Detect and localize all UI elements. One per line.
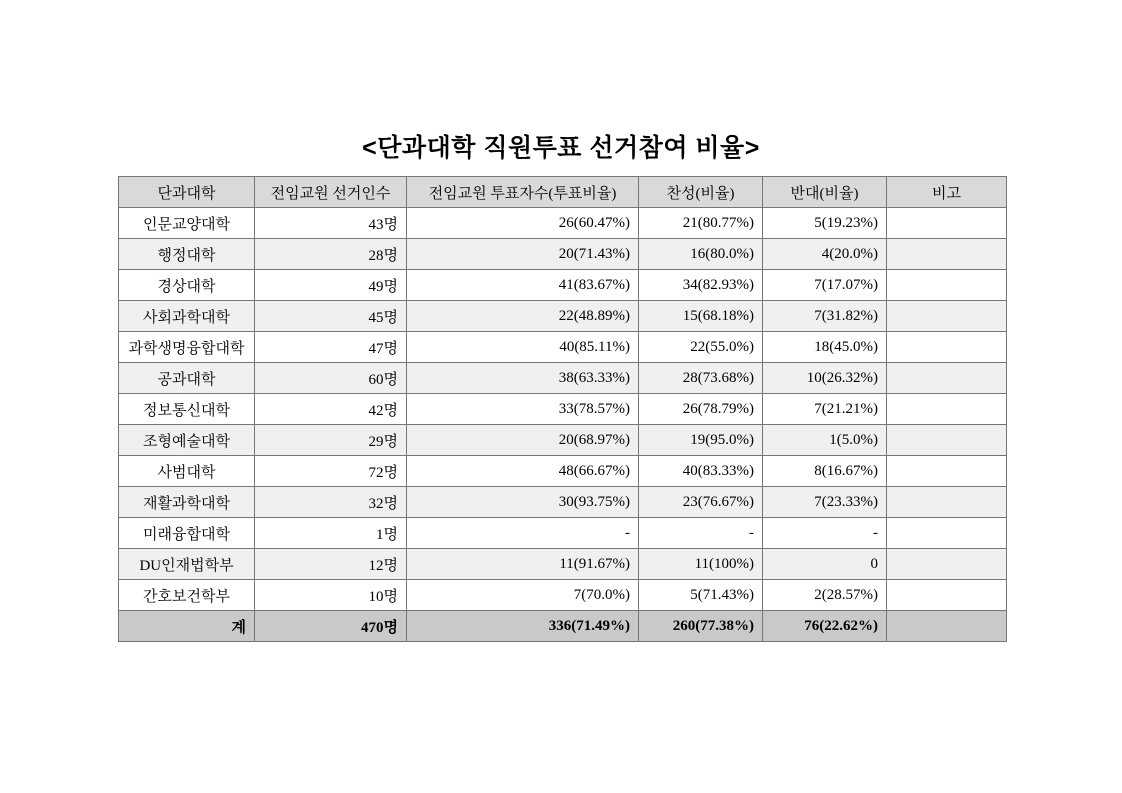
cell-college: 조형예술대학 <box>119 425 255 456</box>
cell-disagree: 4(20.0%) <box>763 239 887 270</box>
cell-voters: 40(85.11%) <box>407 332 639 363</box>
cell-college: 정보통신대학 <box>119 394 255 425</box>
total-disagree: 76(22.62%) <box>763 611 887 642</box>
cell-college: 경상대학 <box>119 270 255 301</box>
cell-agree: 34(82.93%) <box>639 270 763 301</box>
cell-disagree: 0 <box>763 549 887 580</box>
cell-electors: 32명 <box>255 487 407 518</box>
cell-agree: 40(83.33%) <box>639 456 763 487</box>
cell-voters: 33(78.57%) <box>407 394 639 425</box>
total-electors: 470명 <box>255 611 407 642</box>
table-row <box>119 301 1007 332</box>
cell-voters: 20(71.43%) <box>407 239 639 270</box>
column-header-voters: 전임교원 투표자수(투표비율) <box>407 177 639 208</box>
page-title: <단과대학 직원투표 선거참여 비율> <box>362 134 760 162</box>
cell-electors: 10명 <box>255 580 407 611</box>
cell-disagree: 7(23.33%) <box>763 487 887 518</box>
total-label: 계 <box>119 611 255 642</box>
cell-voters: 22(48.89%) <box>407 301 639 332</box>
cell-agree: 22(55.0%) <box>639 332 763 363</box>
total-note <box>887 611 1007 642</box>
column-header-disagree: 반대(비율) <box>763 177 887 208</box>
cell-note <box>887 549 1007 580</box>
cell-disagree: 18(45.0%) <box>763 332 887 363</box>
cell-electors: 29명 <box>255 425 407 456</box>
cell-electors: 49명 <box>255 270 407 301</box>
table-row <box>119 208 1007 239</box>
cell-note <box>887 518 1007 549</box>
cell-college: 인문교양대학 <box>119 208 255 239</box>
cell-disagree: 2(28.57%) <box>763 580 887 611</box>
cell-college: 공과대학 <box>119 363 255 394</box>
table-row <box>119 239 1007 270</box>
table-row <box>119 456 1007 487</box>
cell-agree: 21(80.77%) <box>639 208 763 239</box>
cell-note <box>887 394 1007 425</box>
table-row <box>119 487 1007 518</box>
cell-electors: 47명 <box>255 332 407 363</box>
cell-note <box>887 425 1007 456</box>
table-row <box>119 425 1007 456</box>
cell-voters: - <box>407 518 639 549</box>
cell-agree: 23(76.67%) <box>639 487 763 518</box>
cell-agree: 28(73.68%) <box>639 363 763 394</box>
cell-disagree: 8(16.67%) <box>763 456 887 487</box>
table-header-row <box>119 177 1007 208</box>
cell-college: 간호보건학부 <box>119 580 255 611</box>
table-header <box>119 177 1007 208</box>
cell-note <box>887 363 1007 394</box>
cell-college: 재활과학대학 <box>119 487 255 518</box>
cell-electors: 43명 <box>255 208 407 239</box>
cell-disagree: 7(31.82%) <box>763 301 887 332</box>
cell-note <box>887 239 1007 270</box>
total-agree: 260(77.38%) <box>639 611 763 642</box>
total-voters: 336(71.49%) <box>407 611 639 642</box>
table-footer <box>119 611 1007 642</box>
cell-college: DU인재법학부 <box>119 549 255 580</box>
table-row <box>119 518 1007 549</box>
cell-electors: 1명 <box>255 518 407 549</box>
column-header-note: 비고 <box>887 177 1007 208</box>
cell-voters: 7(70.0%) <box>407 580 639 611</box>
cell-electors: 60명 <box>255 363 407 394</box>
table-total-row <box>119 611 1007 642</box>
cell-note <box>887 456 1007 487</box>
cell-disagree: - <box>763 518 887 549</box>
cell-college: 과학생명융합대학 <box>119 332 255 363</box>
cell-voters: 41(83.67%) <box>407 270 639 301</box>
cell-electors: 42명 <box>255 394 407 425</box>
cell-disagree: 7(17.07%) <box>763 270 887 301</box>
cell-agree: 26(78.79%) <box>639 394 763 425</box>
column-header-college: 단과대학 <box>119 177 255 208</box>
cell-note <box>887 487 1007 518</box>
cell-note <box>887 580 1007 611</box>
cell-agree: - <box>639 518 763 549</box>
cell-agree: 16(80.0%) <box>639 239 763 270</box>
table-row <box>119 270 1007 301</box>
cell-agree: 15(68.18%) <box>639 301 763 332</box>
cell-college: 미래융합대학 <box>119 518 255 549</box>
cell-note <box>887 301 1007 332</box>
cell-college: 행정대학 <box>119 239 255 270</box>
cell-voters: 11(91.67%) <box>407 549 639 580</box>
cell-agree: 11(100%) <box>639 549 763 580</box>
cell-voters: 20(68.97%) <box>407 425 639 456</box>
cell-voters: 26(60.47%) <box>407 208 639 239</box>
table-row <box>119 549 1007 580</box>
cell-college: 사회과학대학 <box>119 301 255 332</box>
cell-voters: 30(93.75%) <box>407 487 639 518</box>
cell-disagree: 7(21.21%) <box>763 394 887 425</box>
vote-participation-table <box>118 176 1007 642</box>
cell-disagree: 10(26.32%) <box>763 363 887 394</box>
cell-electors: 28명 <box>255 239 407 270</box>
table-row <box>119 332 1007 363</box>
cell-note <box>887 270 1007 301</box>
table-body <box>119 208 1007 611</box>
column-header-agree: 찬성(비율) <box>639 177 763 208</box>
cell-voters: 38(63.33%) <box>407 363 639 394</box>
cell-agree: 19(95.0%) <box>639 425 763 456</box>
cell-voters: 48(66.67%) <box>407 456 639 487</box>
cell-disagree: 1(5.0%) <box>763 425 887 456</box>
cell-electors: 45명 <box>255 301 407 332</box>
table-row <box>119 394 1007 425</box>
cell-electors: 72명 <box>255 456 407 487</box>
cell-note <box>887 208 1007 239</box>
vote-table-container <box>118 176 1006 642</box>
cell-disagree: 5(19.23%) <box>763 208 887 239</box>
table-row <box>119 363 1007 394</box>
cell-agree: 5(71.43%) <box>639 580 763 611</box>
cell-note <box>887 332 1007 363</box>
column-header-electors: 전임교원 선거인수 <box>255 177 407 208</box>
cell-electors: 12명 <box>255 549 407 580</box>
cell-college: 사범대학 <box>119 456 255 487</box>
table-row <box>119 580 1007 611</box>
